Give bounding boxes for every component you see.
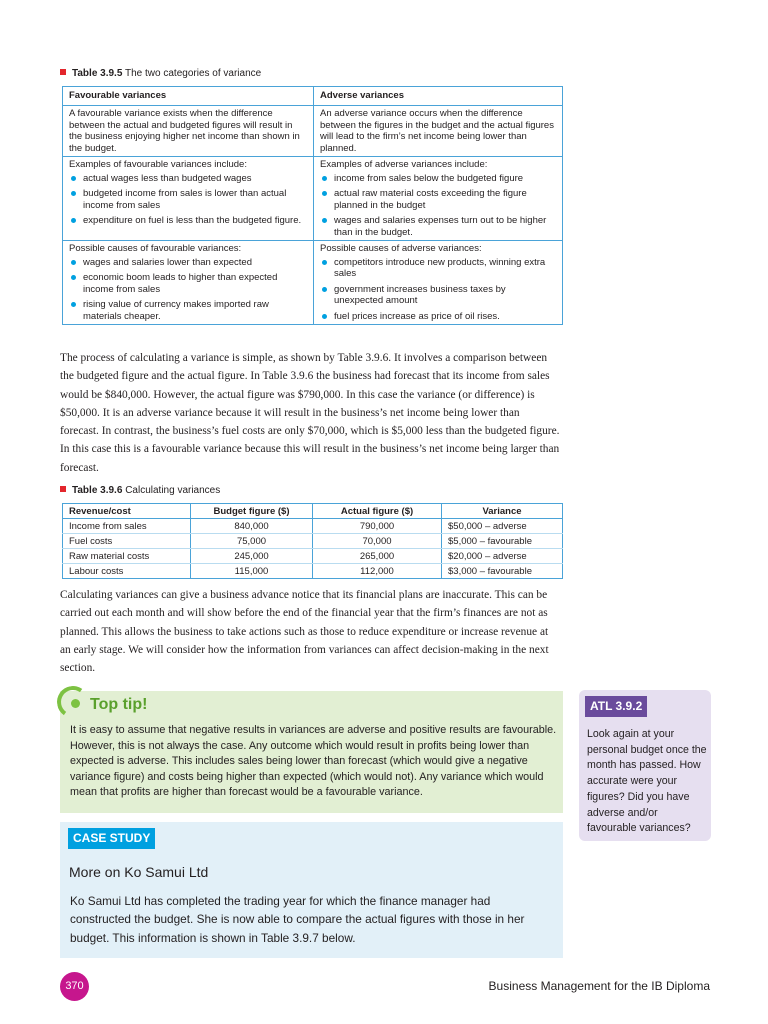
table-cell: Raw material costs: [63, 549, 191, 564]
table-row: [63, 549, 563, 564]
list-item-text: income from sales below the budgeted figure: [334, 172, 524, 184]
table-header-row: [63, 87, 563, 106]
table-cell: $5,000 – favourable: [442, 534, 563, 549]
table-cell: 115,000: [191, 564, 313, 579]
list-item-text: rising value of currency makes imported raw materials cheaper.: [83, 299, 269, 322]
caption-id: Table 3.9.5: [72, 68, 123, 79]
list-item: [320, 215, 556, 238]
list-item-text: competitors introduce new products, winning extra sales: [334, 256, 546, 279]
top-tip-dot-icon: [71, 699, 80, 708]
column-header: Actual figure ($): [313, 504, 442, 519]
table-3-9-5-caption: [60, 68, 261, 79]
list-item: [69, 257, 307, 269]
bullet-icon: [322, 191, 327, 196]
table-cell: 70,000: [313, 534, 442, 549]
table-3-9-6-caption: [60, 485, 220, 496]
bullet-icon: [322, 260, 327, 265]
bullet-icon: [322, 176, 327, 181]
list-item-text: actual raw material costs exceeding the figure planned in the budget: [334, 188, 527, 211]
list-item-text: fuel prices increase as price of oil rises.: [334, 310, 500, 322]
table-row: [63, 564, 563, 579]
caption-id: Table 3.9.6: [72, 485, 123, 496]
body-paragraph-variance-calculation: The process of calculating a variance is simple, as shown by Table 3.9.6. It involves a comparison between the budgeted figure and the actual figure. In Table 3.9.6 the business had forecast that its income from sales would be $840,000. However, the actual figure was $790,000. In this case the variance (or difference) is $50,000. It is an adverse variance because it will result in the business’s net income being lower than forecast. In contrast, the business’s fuel costs are only $70,000, which is $5,000 less than the budgeted figure. In this case this is a favourable variance because this will result in the business’s net income being larger than forecast.: [60, 352, 560, 474]
causes-intro: Possible causes of favourable variances:: [69, 243, 242, 254]
examples-adverse: [314, 157, 563, 241]
table-row: [63, 106, 563, 157]
causes-favourable: [63, 241, 314, 325]
atl-label: ATL 3.9.2: [585, 696, 647, 717]
table-cell: $20,000 – adverse: [442, 549, 563, 564]
list-item: [69, 299, 307, 322]
definition-favourable: A favourable variance exists when the difference between the actual and budgeted figures will result in the business enjoying higher net income than shown in the budget.: [63, 106, 314, 157]
list-item-text: economic boom leads to higher than expected income from sales: [83, 272, 278, 295]
calculating-variances-table: [62, 503, 563, 579]
caption-marker-icon: [60, 69, 66, 75]
table-cell: $3,000 – favourable: [442, 564, 563, 579]
table-row: [63, 157, 563, 241]
table-header-row: [63, 504, 563, 519]
bullet-icon: [71, 191, 76, 196]
column-header: Revenue/cost: [63, 504, 191, 519]
book-title: Business Management for the IB Diploma: [488, 979, 710, 993]
list-item-text: actual wages less than budgeted wages: [83, 172, 252, 184]
list-item: [69, 272, 307, 295]
table-row: [63, 241, 563, 325]
column-header: Budget figure ($): [191, 504, 313, 519]
list-item-text: expenditure on fuel is less than the budgeted figure.: [83, 215, 302, 226]
top-tip-text: It is easy to assume that negative results in variances are adverse and positive results are favourable. However, this is not always the case. Any outcome which would result in profits being lower than expected is adverse. This includes sales being lower than forecast (which would give a negative variance figure) and costs being higher than expected (which would not). Any variance which would mean that profits are higher than forecast would be a favourable variance.: [70, 724, 557, 799]
case-study-text: Ko Samui Ltd has completed the trading year for which the finance manager had constructed the budget. She is now able to compare the actual figures with those in her budget. This information is shown in Table 3.9.7 below.: [70, 894, 525, 945]
bullet-icon: [322, 218, 327, 223]
list-item: [320, 173, 556, 185]
list-item: [320, 311, 556, 323]
caption-marker-icon: [60, 486, 66, 492]
list-item: [69, 215, 307, 227]
bullet-icon: [322, 314, 327, 319]
list-item-text: budgeted income from sales is lower than actual income from sales: [83, 188, 287, 211]
table-cell: Fuel costs: [63, 534, 191, 549]
body-paragraph-advance-notice: Calculating variances can give a business advance notice that its financial plans are inaccurate. This can be carried out each month and will show before the end of the financial year that the firm’s finances are not as planned. This allows the business to take actions such as those to reduce expenditure or increase revenue at an early stage. We will consider how the information from variances can affect decision-making in the next section.: [60, 589, 549, 675]
bullet-icon: [322, 287, 327, 292]
case-study-label: CASE STUDY: [68, 828, 155, 849]
table-cell: 840,000: [191, 519, 313, 534]
header-adverse: Adverse variances: [314, 87, 563, 106]
table-cell: Labour costs: [63, 564, 191, 579]
table-row: [63, 534, 563, 549]
header-favourable: Favourable variances: [63, 87, 314, 106]
bullet-icon: [71, 275, 76, 280]
table-row: [63, 519, 563, 534]
table-cell: Income from sales: [63, 519, 191, 534]
table-cell: 790,000: [313, 519, 442, 534]
examples-favourable: [63, 157, 314, 241]
bullet-icon: [71, 218, 76, 223]
list-item-text: government increases business taxes by unexpected amount: [334, 283, 506, 306]
list-item-text: wages and salaries expenses turn out to be higher than in the budget.: [334, 215, 547, 238]
examples-intro: Examples of favourable variances include:: [69, 159, 247, 170]
list-item: [320, 188, 556, 211]
examples-intro: Examples of adverse variances include:: [320, 159, 488, 170]
column-header: Variance: [442, 504, 563, 519]
table-cell: 112,000: [313, 564, 442, 579]
caption-text: The two categories of variance: [125, 68, 262, 79]
list-item: [320, 257, 556, 280]
bullet-icon: [71, 260, 76, 265]
variance-categories-table: [62, 86, 563, 325]
case-study-title: More on Ko Samui Ltd: [69, 864, 209, 880]
list-item: [69, 188, 307, 211]
page-number: 370: [60, 972, 89, 1001]
atl-text: Look again at your personal budget once the month has passed. How accurate were your figures? Did you have adverse and/or favourable variances?: [587, 728, 707, 835]
list-item: [69, 173, 307, 185]
definition-adverse: An adverse variance occurs when the difference between the figures in the budget and the actual figures will lead to the firm’s net income being lower than planned.: [314, 106, 563, 157]
bullet-icon: [71, 176, 76, 181]
table-cell: $50,000 – adverse: [442, 519, 563, 534]
list-item: [320, 284, 556, 307]
table-cell: 265,000: [313, 549, 442, 564]
top-tip-title: Top tip!: [90, 696, 148, 713]
causes-adverse: [314, 241, 563, 325]
caption-text: Calculating variances: [125, 485, 221, 496]
causes-intro: Possible causes of adverse variances:: [320, 243, 482, 254]
list-item-text: wages and salaries lower than expected: [83, 256, 252, 268]
table-cell: 245,000: [191, 549, 313, 564]
bullet-icon: [71, 302, 76, 307]
table-cell: 75,000: [191, 534, 313, 549]
